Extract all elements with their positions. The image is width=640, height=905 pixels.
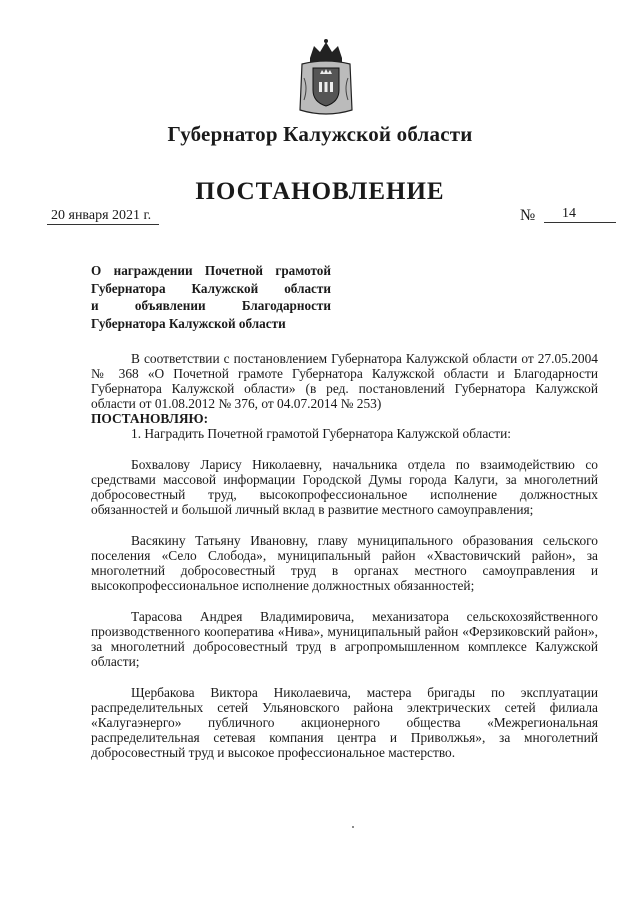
page-title: Губернатор Калужской области [167, 122, 473, 146]
awardee-paragraph: Щербакова Виктора Николаевича, мастера бригады по эксплуатации распределительных сетей Ульяновского района электрических сетей филиала «Калугаэнерго» публичного акционерного общества «Межрегиональная распределительная сетевая компания центра и Приволжья», за многолетний добросовестный труд и высокое профессиональное мастерство. [91, 685, 598, 760]
document-number: 14 [544, 206, 616, 223]
subject-line: Губернатора Калужской области [91, 315, 286, 331]
subject-line: и объявлении Благодарности [91, 298, 331, 313]
document-body [91, 351, 598, 760]
document-subject [91, 262, 331, 332]
awardee-paragraph: Тарасова Андрея Владимировича, механизатора сельскохозяйственного производственного кооператива «Нива», муниципальный район «Ферзиковский район», за многолетний добросовестный труд в агропромышленном комплексе Калужской области; [91, 609, 598, 669]
subject-line: Губернатора Калужской области [91, 280, 331, 296]
kaluga-coat-of-arms-icon [296, 38, 356, 118]
awardee-paragraph: Васякину Татьяну Ивановну, главу муниципального образования сельского поселения «Село Слобода», муниципальный район «Хвастовичский район», за многолетний добросовестный труд в органах местного самоуправления и высокопрофессиональное исполнение должностных обязанностей; [91, 533, 598, 593]
subject-line: О награждении Почетной грамотой [91, 263, 331, 278]
awardee-paragraph: Бохвалову Ларису Николаевну, начальника отдела по взаимодействию со средствами массовой информации Городской Думы города Калуги, за многолетний добросовестный труд, высокопрофессиональное исполнение должностных обязанностей и большой личный вклад в развитие местного самоуправления; [91, 457, 598, 517]
scan-speck [352, 826, 354, 828]
document-date: 20 января 2021 г. [47, 208, 159, 225]
document-type: ПОСТАНОВЛЕНИЕ [195, 178, 445, 205]
preamble-paragraph: В соответствии с постановлением Губернатора Калужской области от 27.05.2004 № 368 «О Почетной грамоте Губернатора Калужской области и Благодарности Губернатора Калужской области» (в ред. постановлений Губернатора Калужской области от 01.08.2012 № 376, от 04.07.2014 № 253) [91, 351, 598, 411]
resolve-heading: ПОСТАНОВЛЯЮ: [91, 411, 209, 426]
resolution-item: 1. Наградить Почетной грамотой Губернатора Калужской области: [131, 426, 511, 441]
number-label: № [520, 207, 536, 224]
